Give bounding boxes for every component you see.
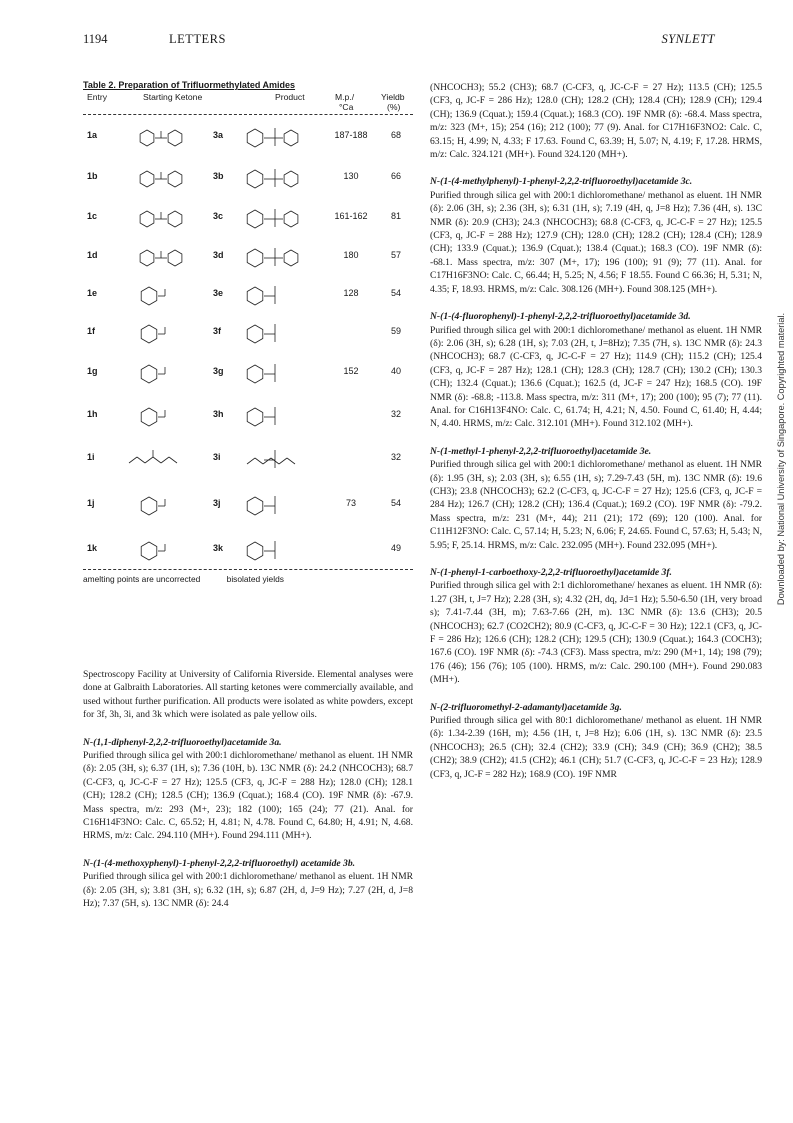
compound-3e-body: Purified through silica gel with 200:1 dichloromethane/ methanol as eluent. 1H NMR (δ): 1.95 (3H, s); 2.03 (3H, s); 6.55 (1H, s); 7.29-7.43 (5H, m). 13C NMR (δ): 19.6 (CH3); 23.8 (NHCOCH3); 62.2 (C-CF3, q, JC-C-F = 27 Hz); 125.6 (CF3, q, JC-F = 284 Hz); 126.7 (CH); 128.2 (CH); 136.4 (Cquat.); 169.2 (CO). 19F NMR (δ): -79.2. Mass spectra, m/z: 231 (M+, 44); 211 (21); 172 (69); 120 (100). Anal. for C11H12F3NO: Calc. C, 57.14; H, 5.23; N, 6.06; F, 24.65. Found C, 57.63; H, 5.43; N, 5.95; F, 25.14. HRMS, m/z: Calc. 232.095 (MH+). Found 232.095 (MH+). — [430, 459, 763, 551]
ketone-structure — [109, 275, 209, 313]
table-row — [83, 351, 413, 393]
bond-line — [145, 457, 153, 463]
table-row — [83, 393, 413, 437]
compound-3e-title: N-(1-methyl-1-phenyl-2,2,2-trifluoroethyl)acetamide 3e. — [430, 445, 652, 457]
ketone-structure — [109, 197, 209, 237]
entry-label: 1a — [87, 130, 98, 140]
product-structure — [233, 529, 323, 569]
bond-line — [129, 457, 137, 463]
compound-3g-title: N-(2-trifluoromethyl-2-adamantyl)acetamide 3g. — [430, 701, 622, 713]
table-row — [83, 275, 413, 313]
col-ketone: Starting Ketone — [143, 92, 203, 102]
bond-line — [137, 457, 145, 463]
product-label: 3h — [213, 409, 224, 419]
yield-value: 59 — [390, 326, 401, 336]
melting-point: 180 — [343, 250, 359, 260]
journal-name: SYNLETT — [661, 32, 715, 46]
ketone-structure — [109, 529, 209, 569]
table-row — [83, 157, 413, 197]
ring-shape — [140, 250, 154, 266]
footnote-a: amelting points are uncorrected — [83, 574, 201, 584]
product-structure — [233, 313, 323, 351]
col-entry: Entry — [87, 92, 108, 102]
product-label: 3b — [213, 171, 224, 181]
ring-shape — [247, 408, 263, 426]
ring-shape — [140, 171, 154, 187]
compound-3d — [430, 310, 762, 431]
table-header — [83, 92, 413, 114]
ring-shape — [247, 170, 263, 188]
yield-value: 68 — [390, 130, 401, 140]
col-mp-unit: °Ca — [339, 102, 354, 112]
compound-3b-title: N-(1-(4-methoxyphenyl)-1-phenyl-2,2,2-trifluoroethyl) acetamide 3b. — [83, 857, 356, 869]
compound-3a-body: Purified through silica gel with 200:1 dichloromethane/ methanol as eluent. 1H NMR (δ): 2.05 (3H, s); 6.37 (1H, s); 7.36 (10H, b). 13C NMR (δ): 24.2 (NHCOCH3); 68.7 (C-CF3, q, JC-C-F = 27 Hz); 125.5 (CF3, q, JC-F = 288 Hz); 128.0 (CH); 128.1 (CH); 128.2 (CH); 128.5 (CH); 136.9 (Cquat.); 168.4 (CO). 19F NMR (δ): -67.9. Mass spectra, m/z: 293 (M+, 23); 182 (100); 165 (24); 77 (21). Anal. for C16H14F3NO: Calc. C, 65.52; H, 4.81; N, 4.78. Found C, 64.80; H, 4.91; N, 4.68. HRMS, m/z: Calc. 294.110 (MH+). Found 294.111 (MH+). — [83, 750, 413, 842]
ketone-structure — [109, 351, 209, 393]
ring-shape — [140, 130, 154, 146]
page-number: 1194 — [83, 32, 108, 46]
ring-shape — [168, 250, 182, 266]
product-structure — [233, 479, 323, 529]
table-row — [83, 437, 413, 479]
ring-shape — [141, 325, 157, 343]
table-row — [83, 479, 413, 529]
melting-point: 73 — [345, 498, 356, 508]
ring-shape — [140, 211, 154, 227]
product-structure — [233, 437, 323, 479]
compound-3d-body: Purified through silica gel with 200:1 dichloromethane/ methanol as eluent. 1H NMR (δ): 2.06 (3H, s); 6.28 (1H, s); 7.03 (2H, t, J=8Hz); 7.35 (7H, s). 13C NMR (δ): 24.3 (NHCOCH3); 68.7 (C-CF3, q, JC-C-F = 27 Hz); 114.9 (CH); 115.2 (CH); 125.4 (CF3, q, JC-F = 287 Hz); 128.1 (CH); 128.3 (CH); 128.7 (CH); 130.2 (CH); 130.3 (CH); 132.4 (Cquat.); 136.6 (Cquat.); 162.5 (d, JC-F = 247 Hz); 168.5 (CO). 19F NMR (δ): -68.8; -113.8. Mass spectra, m/z: 311 (M+, 17); 200 (100); 95 (7); 77 (11). Anal. for C16H13F4NO: Calc. C, 61.74; H, 4.21; N, 4.50. Found C, 61.40; H, 4.44; N, 4.40. HRMS, m/z: Calc. 312.101 (MH+). Found 312.102 (MH+). — [430, 324, 762, 430]
bond-line — [279, 458, 287, 464]
product-structure — [233, 157, 323, 197]
entry-label: 1k — [87, 543, 98, 553]
page-header — [83, 32, 715, 48]
product-structure — [233, 197, 323, 237]
ring-shape — [247, 210, 263, 228]
compound-3b-body: Purified through silica gel with 200:1 dichloromethane/ methanol as eluent. 1H NMR (δ): 2.05 (3H, s); 3.81 (3H, s); 6.32 (1H, s); 6.87 (2H, d, J=9 Hz); 7.27 (2H, d, J=8 Hz); 7.37 (5H, s). 13C NMR (δ): 24.4 — [83, 871, 413, 910]
product-structure — [233, 393, 323, 437]
table-footnotes — [83, 574, 413, 584]
ring-shape — [247, 542, 263, 560]
entry-label: 1f — [87, 326, 96, 336]
ring-shape — [141, 408, 157, 426]
watermark-text: Downloaded by: National University of Singapore. Copyrighted material. — [776, 312, 786, 606]
yield-value: 54 — [390, 288, 401, 298]
bond-line — [169, 457, 177, 463]
ring-shape — [141, 542, 157, 560]
table-2 — [83, 80, 413, 584]
yield-value: 54 — [390, 498, 401, 508]
melting-point: 128 — [343, 288, 359, 298]
ring-shape — [247, 497, 263, 515]
compound-3f — [430, 566, 762, 687]
col-mp: M.p./ — [335, 92, 355, 102]
compound-3e — [430, 445, 762, 552]
ketone-structure — [109, 157, 209, 197]
ring-shape — [284, 171, 298, 187]
product-label: 3a — [213, 130, 224, 140]
product-label: 3i — [213, 452, 221, 462]
compound-3f-body: Purified through silica gel with 2:1 dichloromethane/ hexanes as eluent. 1H NMR (δ): 1.27 (3H, t, J=7 Hz); 2.28 (3H, s); 4.32 (2H, dq, Jd=1 Hz); 5.50-6.50 (1H, very broad s); 7.41-7.44 (3H, m); 7.63-7.66 (2H, m). 13C NMR (δ): 13.6 (CH3); 20.5 (NHCOCH3); 62.7 (CO2CH2); 80.9 (C-CF3, q, JC-C-F = 30 Hz); 122.1 (CF3, q, JC-F = 286 Hz); 126.6 (CH); 128.2 (CH); 129.5 (CH); 130.9 (Cquat.); 164.3 (COCH3); 167.6 (CO). 19F NMR (δ): -74.3 (CF3). Mass spectra, m/z: 290 (M+1, 14); 198 (79); 176 (46); 156 (76); 105 (100). HRMS, m/z: Calc. 290.100 (MH+). Found 290.083 (MH+). — [430, 580, 762, 686]
bond-line — [247, 458, 255, 464]
ring-shape — [168, 211, 182, 227]
ketone-structure — [109, 237, 209, 275]
download-watermark — [775, 180, 787, 740]
section-label: LETTERS — [169, 32, 226, 46]
product-label: 3d — [213, 250, 224, 260]
ring-shape — [247, 325, 263, 343]
melting-point: 152 — [343, 366, 359, 376]
entry-label: 1i — [87, 452, 95, 462]
yield-value: 81 — [390, 211, 401, 221]
ketone-structure — [109, 437, 209, 479]
compound-3c-body: Purified through silica gel with 200:1 dichloromethane/ methanol as eluent. 1H NMR (δ): 2.06 (3H, s); 2.36 (3H, s); 6.31 (1H, s); 7.19 (4H, q, J=8 Hz); 7.36 (4H, s). 13C NMR (δ): 20.9 (CH3); 24.3 (NHCOCH3); 68.8 (C-CF3, q, JC-C-F = 27 Hz); 125.5 (CF3, q, JC-F = 288 Hz); 127.9 (CH); 128.0 (CH); 128.2 (CH); 128.4 (CH); 128.9 (CH); 133.9 (Cquat.); 136.9 (Cquat.); 138.4 (Cquat.); 168.3 (CO). 19F NMR (δ): -68.1. Mass spectra, m/z: 307 (M+, 17); 196 (100); 91 (9); 77 (11). Anal. for C17H16F3NO: Calc. C, 66.44; H, 5.25; N, 4.56; F 18.55. Found C 66.36; H, 5.31; N, 4.35; F, 18.93. HRMS, m/z: Calc. 308.126 (MH+). Found 308.125 (MH+). — [430, 189, 762, 295]
bond-line — [287, 458, 295, 464]
product-structure — [233, 351, 323, 393]
table-row — [83, 237, 413, 275]
yield-value: 49 — [390, 543, 401, 553]
entry-label: 1c — [87, 211, 98, 221]
footnote-b: bisolated yields — [226, 574, 284, 584]
bond-line — [153, 457, 161, 463]
product-structure — [233, 275, 323, 313]
bond-line — [263, 458, 271, 464]
ring-shape — [284, 130, 298, 146]
compound-3a-title: N-(1,1-diphenyl-2,2,2-trifluoroethyl)acetamide 3a. — [83, 736, 282, 748]
col-product: Product — [275, 92, 305, 102]
compound-3g-body: Purified through silica gel with 80:1 dichloromethane/ methanol as eluent. 1H NMR (δ): 1.34-2.39 (16H, m); 4.56 (1H, t, J=8 Hz); 6.06 (1H, s). 13C NMR (δ): 23.5 (NHCOCH3); 26.5 (CH); 32.4 (CH2); 33.9 (CH); 34.9 (CH); 36.9 (CH2); 38.5 (CH2); 38.9 (CH2); 41.5 (CH2); 46.1 (CH); 51.7 (C-CF3, q, JC-C-F = 23 Hz); 128.9 (CF3, q, JC-F = 282 Hz); 168.9 (CO). 19F NMR — [430, 715, 762, 780]
ketone-structure — [109, 115, 209, 157]
product-structure — [233, 115, 323, 157]
product-label: 3e — [213, 288, 224, 298]
col-yield: Yieldb — [381, 92, 405, 102]
product-label: 3j — [213, 498, 221, 508]
table-row — [83, 529, 413, 569]
melting-point: 161-162 — [334, 211, 368, 221]
yield-value: 40 — [390, 366, 401, 376]
yield-value: 32 — [390, 452, 401, 462]
col-yield-unit: (%) — [387, 102, 401, 112]
ring-shape — [168, 130, 182, 146]
melting-point: 130 — [343, 171, 359, 181]
compound-3g — [430, 701, 762, 781]
entry-label: 1e — [87, 288, 98, 298]
yield-value: 66 — [390, 171, 401, 181]
yield-value: 57 — [390, 250, 401, 260]
table-title: Table 2. Preparation of Trifluormethylated Amides — [83, 80, 296, 90]
bond-line — [161, 457, 169, 463]
melting-point: 187-188 — [334, 130, 368, 140]
product-label: 3f — [213, 326, 222, 336]
compound-3d-title: N-(1-(4-fluorophenyl)-1-phenyl-2,2,2-trifluoroethyl)acetamide 3d. — [430, 311, 691, 323]
ring-shape — [247, 249, 263, 267]
yield-value: 32 — [390, 409, 401, 419]
bond-line — [255, 458, 263, 464]
product-label: 3g — [213, 366, 224, 376]
ketone-structure — [109, 393, 209, 437]
compound-3f-title: N-(1-phenyl-1-carboethoxy-2,2,2-trifluoroethyl)acetamide 3f. — [430, 567, 672, 578]
table-rule-bottom — [83, 569, 413, 570]
right-column — [430, 81, 762, 795]
ring-shape — [247, 287, 263, 305]
compound-3b — [83, 857, 413, 911]
ring-shape — [284, 250, 298, 266]
compound-3a — [83, 736, 413, 843]
ketone-structure — [109, 313, 209, 351]
product-label: 3c — [213, 211, 224, 221]
ring-shape — [284, 211, 298, 227]
entry-label: 1j — [87, 498, 95, 508]
left-column — [83, 668, 413, 925]
entry-label: 1d — [87, 250, 98, 260]
ring-shape — [247, 365, 263, 383]
ring-shape — [141, 287, 157, 305]
ring-shape — [141, 497, 157, 515]
table-row — [83, 115, 413, 157]
entry-label: 1h — [87, 409, 98, 419]
ketone-structure — [109, 479, 209, 529]
compound-3c — [430, 175, 762, 296]
entry-label: 1g — [87, 366, 98, 376]
product-label: 3k — [213, 543, 224, 553]
compound-3c-title: N-(1-(4-methylphenyl)-1-phenyl-2,2,2-trifluoroethyl)acetamide 3c. — [430, 176, 693, 188]
compound-3b-cont: (NHCOCH3); 55.2 (CH3); 68.7 (C-CF3, q, JC-C-F = 27 Hz); 113.5 (CH); 125.5 (CF3, q, JC-F = 286 Hz); 128.0 (CH); 128.2 (CH); 128.4 (CH); 128.9 (CH); 129.4 (CH); 136.9 (Cquat.); 159.4 (Cquat.); 168.3 (CO). 19F NMR (δ): -68.4. Mass spectra, m/z: 323 (M+, 15); 254 (16); 212 (100); 77 (9). Anal. for C17H16F3NO2: Calc. C, 63.15; H, 4.99; N, 4.33; F 17.63. Found C, 63.39; H, 5.07; N, 4.19; F, 17.28. HRMS, m/z: Calc. 324.121 (MH+). Found 324.120 (MH+). — [430, 82, 762, 161]
table-row — [83, 197, 413, 237]
ring-shape — [141, 365, 157, 383]
ring-shape — [168, 171, 182, 187]
experimental-intro: Spectroscopy Facility at University of California Riverside. Elemental analyses were done at Galbraith Laboratories. All starting ketones were commercially available, and used without further purification. All products were isolated as white powders, except for 3f, 3h, 3i, and 3k which were isolated as pale yellow oils. — [83, 669, 413, 721]
table-row — [83, 313, 413, 351]
product-structure — [233, 237, 323, 275]
table-body — [83, 115, 413, 569]
ring-shape — [247, 129, 263, 147]
entry-label: 1b — [87, 171, 98, 181]
